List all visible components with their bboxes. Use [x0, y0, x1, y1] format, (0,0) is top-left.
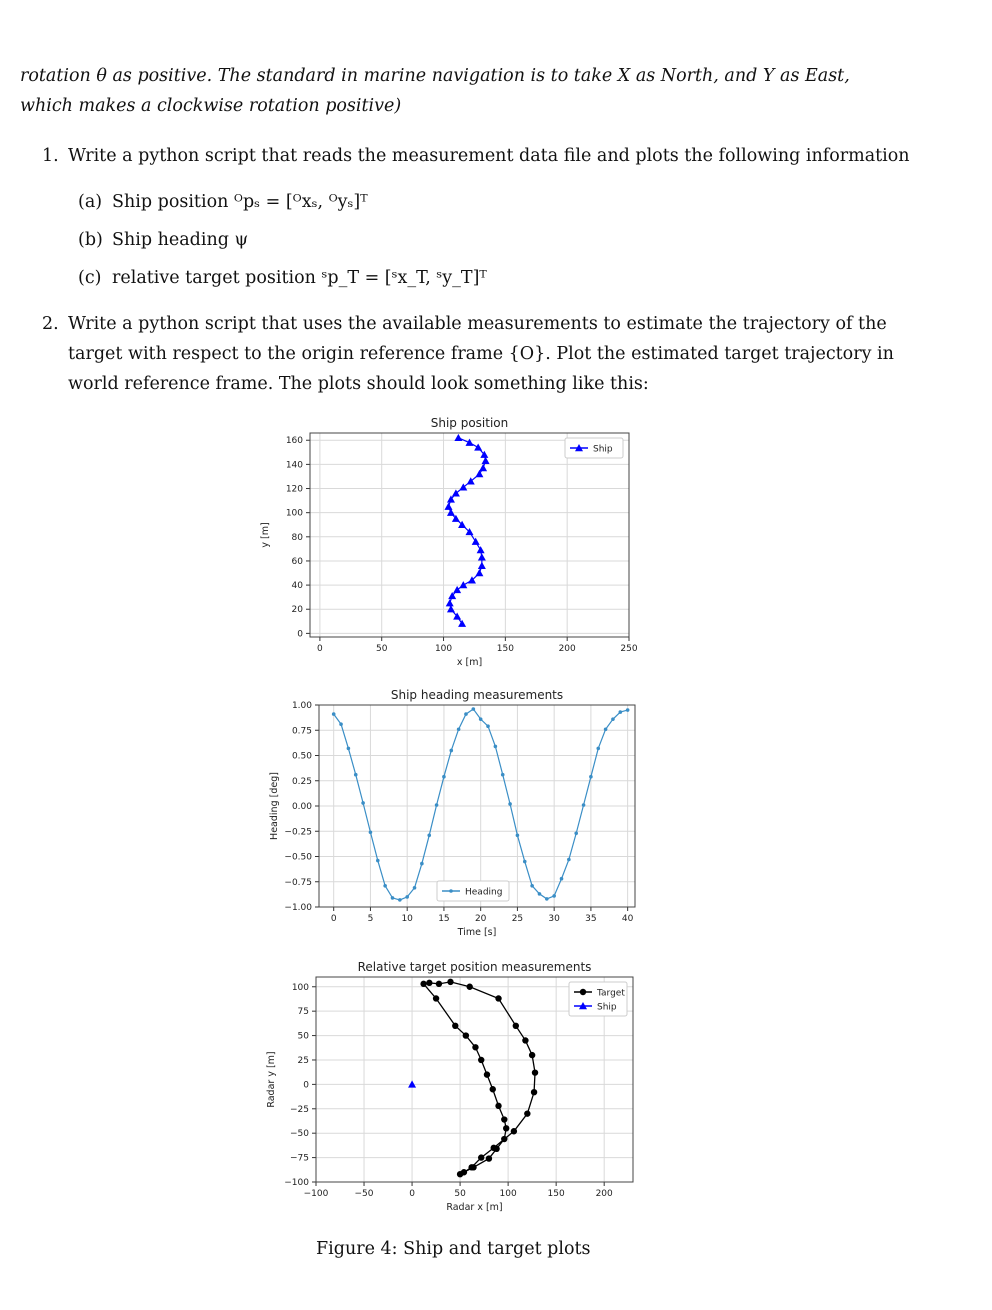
data-point — [433, 995, 439, 1001]
x-tick-label: −100 — [303, 1189, 329, 1199]
x-axis-label: x [m] — [456, 657, 483, 668]
figure-caption: Figure 4: Ship and target plots — [316, 1239, 591, 1259]
item-2-line-1: Write a python script that uses the available measurements to estimate the trajectory of the — [68, 314, 887, 334]
data-point — [468, 1164, 474, 1170]
data-point — [486, 1155, 492, 1161]
y-tick-label: 0 — [297, 629, 303, 640]
y-tick-label: 0.50 — [291, 751, 312, 762]
item-1c-label: (c) — [78, 268, 102, 288]
intro-line-2: which makes a clockwise rotation positive) — [20, 96, 402, 116]
x-tick-label: 25 — [511, 914, 524, 924]
data-point — [447, 979, 453, 985]
data-point — [347, 747, 351, 751]
data-point — [376, 859, 380, 863]
x-tick-label: 150 — [496, 644, 514, 654]
data-point — [486, 724, 490, 728]
item-1-text: Write a python script that reads the measurement data file and plots the following information — [68, 146, 910, 166]
x-tick-label: 20 — [474, 914, 487, 924]
x-tick-label: 30 — [548, 914, 560, 924]
data-point — [560, 877, 564, 881]
data-point — [479, 464, 487, 471]
data-point — [495, 995, 501, 1001]
legend-label: Ship — [597, 1002, 617, 1013]
x-tick-label: 200 — [558, 644, 576, 654]
data-point — [442, 775, 446, 779]
item-1-number: 1. — [42, 146, 59, 166]
y-tick-label: 0.75 — [291, 726, 312, 737]
data-point — [478, 1154, 484, 1160]
item-1a-text: Ship position ᴼpₛ = [ᴼxₛ, ᴼyₛ]ᵀ — [112, 192, 368, 212]
item-2-line-3: world reference frame. The plots should look something like this: — [68, 374, 649, 394]
x-tick-label: 0 — [409, 1189, 415, 1199]
data-point — [435, 803, 439, 807]
data-point — [491, 1145, 497, 1151]
data-point — [472, 1044, 478, 1050]
data-point — [478, 553, 486, 560]
data-point — [508, 802, 512, 806]
data-point — [477, 546, 485, 553]
data-point — [531, 1089, 537, 1095]
data-point — [501, 1116, 507, 1122]
data-point — [501, 773, 505, 777]
chart-title: Ship heading measurements — [390, 688, 564, 702]
data-point — [626, 708, 630, 712]
data-point — [383, 884, 387, 888]
x-tick-label: 200 — [595, 1189, 613, 1199]
data-point — [332, 712, 336, 716]
data-point — [619, 710, 623, 714]
data-point — [538, 892, 542, 896]
x-tick-label: 50 — [375, 644, 388, 654]
y-axis-label: Heading [deg] — [269, 772, 280, 840]
legend-marker — [580, 989, 586, 995]
x-tick-label: 40 — [621, 914, 634, 924]
item-1a-label: (a) — [78, 192, 103, 212]
data-point — [369, 830, 373, 834]
y-tick-label: −25 — [290, 1104, 309, 1115]
data-point — [552, 894, 556, 898]
x-tick-label: 35 — [585, 914, 597, 924]
data-point — [446, 599, 454, 606]
data-point — [475, 569, 483, 576]
data-point — [444, 503, 452, 510]
data-point — [420, 862, 424, 866]
data-point — [436, 981, 442, 987]
y-tick-label: 140 — [285, 460, 303, 471]
data-point — [454, 434, 462, 441]
data-point — [513, 1023, 519, 1029]
data-point — [466, 439, 474, 446]
data-point — [339, 722, 343, 726]
x-tick-label: 250 — [620, 644, 638, 654]
y-tick-label: 100 — [291, 982, 309, 993]
y-tick-label: −0.50 — [284, 852, 312, 863]
data-point — [523, 860, 527, 864]
data-point — [461, 1169, 467, 1175]
data-point — [354, 773, 358, 777]
data-point — [516, 833, 520, 837]
y-tick-label: −0.25 — [284, 827, 312, 838]
data-point — [503, 1125, 509, 1131]
data-point — [611, 717, 615, 721]
item-2-number: 2. — [42, 314, 59, 334]
data-point — [472, 538, 480, 545]
data-point — [457, 727, 461, 731]
data-point — [426, 980, 432, 986]
item-1b-label: (b) — [78, 230, 103, 250]
x-tick-label: 5 — [367, 914, 374, 924]
data-point — [413, 886, 417, 890]
x-tick-label: −50 — [354, 1189, 374, 1199]
data-point — [495, 1103, 501, 1109]
data-point — [490, 1086, 496, 1092]
data-point — [452, 1023, 458, 1029]
chart-title: Ship position — [430, 416, 509, 430]
data-point — [522, 1037, 528, 1043]
data-point — [466, 984, 472, 990]
item-2-line-2: target with respect to the origin reference frame {O}. Plot the estimated target trajectory in — [68, 344, 894, 364]
data-point — [596, 747, 600, 751]
y-tick-label: −50 — [290, 1129, 309, 1140]
intro-line-1: rotation θ as positive. The standard in marine navigation is to take X as North, and Y as East, — [20, 66, 850, 86]
data-point — [405, 895, 409, 899]
y-tick-label: 100 — [285, 508, 303, 519]
x-tick-label: 0 — [330, 914, 337, 924]
x-tick-label: 50 — [454, 1189, 466, 1199]
y-axis-label: y [m] — [260, 522, 271, 548]
data-point — [530, 884, 534, 888]
chart-title: Relative target position measurements — [357, 960, 592, 974]
data-point — [511, 1128, 517, 1134]
y-tick-label: 1.00 — [291, 701, 312, 711]
data-point — [604, 727, 608, 731]
data-point — [458, 620, 466, 627]
y-tick-label: −75 — [290, 1153, 309, 1164]
data-point — [524, 1110, 530, 1116]
x-axis-label: Radar x [m] — [446, 1202, 503, 1213]
data-point — [484, 1071, 490, 1077]
data-point — [582, 803, 586, 807]
data-point — [391, 896, 395, 900]
y-tick-label: 50 — [297, 1031, 309, 1042]
data-point — [501, 1136, 507, 1142]
y-tick-label: −100 — [284, 1178, 309, 1188]
data-point — [463, 1032, 469, 1038]
data-point — [529, 1052, 535, 1058]
data-point — [361, 801, 365, 805]
data-point — [472, 707, 476, 711]
data-point — [479, 717, 483, 721]
y-tick-label: −0.75 — [284, 877, 312, 888]
data-point — [545, 897, 549, 901]
legend-label: Target — [597, 988, 625, 999]
data-point — [589, 775, 593, 779]
y-tick-label: 0.00 — [291, 802, 312, 812]
data-point — [478, 562, 486, 569]
x-axis-label: Time [s] — [457, 927, 497, 938]
y-tick-label: 25 — [297, 1055, 309, 1066]
item-1b-text: Ship heading ψ — [112, 230, 249, 250]
y-tick-label: 75 — [297, 1007, 309, 1018]
y-tick-label: 160 — [285, 436, 303, 447]
data-point — [449, 749, 453, 753]
y-tick-label: 0.25 — [291, 776, 312, 787]
y-tick-label: 120 — [285, 484, 303, 495]
data-point — [427, 833, 431, 837]
data-point — [532, 1069, 538, 1075]
y-tick-label: 80 — [291, 532, 303, 543]
data-point — [420, 981, 426, 987]
x-tick-label: 15 — [438, 914, 450, 924]
y-tick-label: 20 — [291, 605, 303, 616]
y-tick-label: 0 — [303, 1080, 309, 1091]
item-1c-text: relative target position ˢp_T = [ˢx_T, ˢy_T]ᵀ — [112, 268, 487, 288]
y-tick-label: 40 — [291, 581, 303, 592]
data-point — [567, 858, 571, 862]
y-tick-label: 60 — [291, 556, 303, 567]
x-tick-label: 0 — [317, 644, 323, 654]
legend-label: Ship — [593, 444, 613, 455]
x-tick-label: 150 — [547, 1189, 565, 1199]
data-point — [474, 443, 482, 450]
legend-marker — [449, 889, 453, 893]
data-point — [494, 745, 498, 749]
y-axis-label: Radar y [m] — [266, 1051, 277, 1108]
x-tick-label: 100 — [434, 644, 453, 654]
data-point — [574, 831, 578, 835]
x-tick-label: 100 — [499, 1189, 517, 1199]
y-tick-label: −1.00 — [284, 903, 312, 913]
data-point — [464, 712, 468, 716]
data-point — [398, 898, 402, 902]
x-tick-label: 10 — [401, 914, 413, 924]
legend-label: Heading — [465, 887, 503, 898]
data-point — [478, 1057, 484, 1063]
